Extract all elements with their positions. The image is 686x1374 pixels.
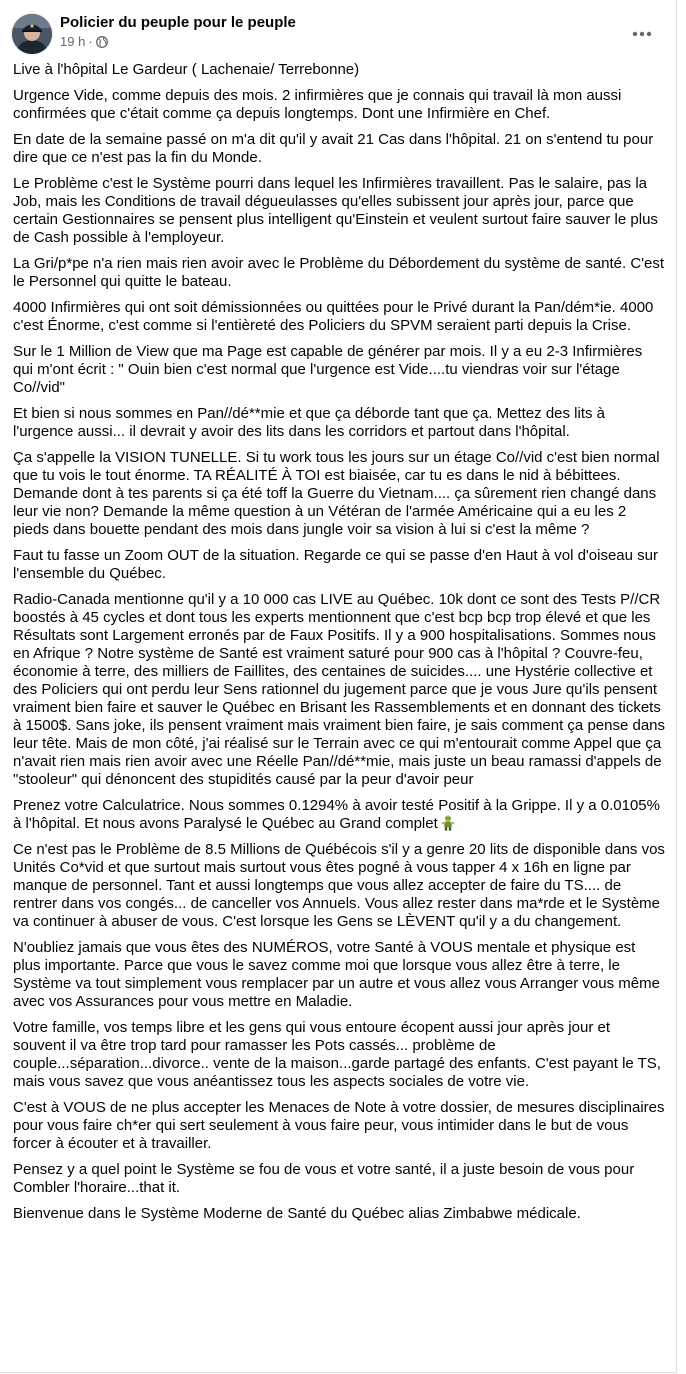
post-paragraph: Le Problème c'est le Système pourri dans lequel les Infirmières travaillent. Pas le salaire, pas la Job, mais les Conditions de travail dégueulasses qu'elles subissent jour après jour, parce que certain Gestionnaires se pensent plus intelligent qu'Einstein et veulent surtout faire sauver le plus de Cash possible à l'employeur.	[13, 175, 658, 246]
police-officer-avatar-icon	[12, 14, 52, 54]
post-paragraph: Radio-Canada mentionne qu'il y a 10 000 cas LIVE au Québec. 10k dont ce sont des Tests P//CR boostés à 45 cycles et dont tous les experts mentionnent que c'est bcp bcp trop élevé et que les Résultats sont Largement erronés par de Faux Positifs. Il y a 900 hospitalisations. Sommes nous en Afrique ? Notre système de Santé est vraiment saturé pour 900 cas à l'hôpital ? Couvre-feu, économie à terre, des milliers de Faillites, des centaines de suicides.... une Hystérie collective et des Policiers qui ont perdu leur Sens rationnel du jugement parce que je vous Jure qu'ils pensent vraiment bien faire et sauver le Québec en Brisant les Rassemblements et en donnant des tickets à 1500$. Sans joke, ils pensent vraiment mais vraiment bien faire, je sais comment ça pense dans leur tête. Mais de mon côté, j'ai réalisé sur le Terrain avec ce qui m'entourait comme Appel que ça n'avait rien mais rien avoir avec une Réelle Pan//dé**mie, mais juste un beau ramassi d'appels de "stooleur" qui dénoncent des stupidités causé par la peur d'avoir peur	[13, 591, 666, 788]
more-options-button[interactable]	[626, 18, 658, 50]
meta-separator: ·	[88, 34, 93, 49]
page-name-link[interactable]: Policier du peuple pour le peuple	[60, 14, 296, 31]
post-paragraph: Live à l'hôpital Le Gardeur ( Lachenaie/ Terrebonne)	[13, 61, 360, 78]
post-paragraph: Votre famille, vos temps libre et les gens qui vous entoure écopent aussi jour après jour et souvent il va être trop tard pour ramasser les Pots cassés... problème de couple...séparation...divorce.. vente de la maison...garde partagé des enfants. C'est payant le TS, mais vous savez que vous anéantissez tous les aspects sociales de votre vie.	[13, 1019, 661, 1090]
post-paragraph: En date de la semaine passé on m'a dit qu'il y avait 21 Cas dans l'hôpital. 21 on s'entend tu pour dire que ce n'est pas la fin du Monde.	[13, 131, 654, 166]
post-paragraph: La Gri/p*pe n'a rien mais rien avoir avec le Problème du Débordement du système de santé. C'est le Personnel qui quitte le bateau.	[13, 255, 665, 290]
globe-icon	[96, 36, 108, 48]
post-meta	[60, 34, 108, 49]
post-paragraph: N'oubliez jamais que vous êtes des NUMÉROS, votre Santé à VOUS mentale et physique est plus importante. Parce que vous le savez comme moi que lorsque vous allez être à terre, le Système va tout simplement vous remplacer par un autre et vous allez vous Arranger vous même avec vos Assurances pour vous mettre en Maladie.	[13, 939, 660, 1010]
post-paragraph: C'est à VOUS de ne plus accepter les Menaces de Note à votre dossier, de mesures disciplinaires pour vous faire ch*er qui sert seulement à vous faire peur, vous intimider dans le but de vous forcer à écouter et à travailler.	[13, 1099, 665, 1152]
post-paragraph: 4000 Infirmières qui ont soit démissionnées ou quittées pour le Privé durant la Pan/dém*ie. 4000 c'est Énorme, c'est comme si l'entièreté des Policiers du SPVM seraient parti depuis la Crise.	[13, 299, 654, 334]
post-paragraph: Pensez y a quel point le Système se fou de vous et votre santé, il a juste besoin de vous pour Combler l'horaire...that it.	[13, 1161, 635, 1196]
post-paragraph: Et bien si nous sommes en Pan//dé**mie et que ça déborde tant que ça. Mettez des lits à l'urgence aussi... il devrait y avoir des lits dans les corridors et partout dans l'hôpital.	[13, 405, 606, 440]
post-header	[12, 12, 664, 56]
more-horizontal-icon	[632, 31, 652, 37]
post-paragraph: Bienvenue dans le Système Moderne de Santé du Québec alias Zimbabwe médicale.	[13, 1205, 581, 1222]
post-paragraph: Urgence Vide, comme depuis des mois. 2 infirmières que je connais qui travail là mon aussi confirmées que c'était comme ça depuis longtemps. Dont une Infirmière en Chef.	[13, 87, 622, 122]
post-paragraph: Faut tu fasse un Zoom OUT de la situation. Regarde ce qui se passe d'en Haut à vol d'oiseau sur l'ensemble du Québec.	[13, 547, 658, 582]
post-timestamp[interactable]: 19 h	[60, 34, 86, 49]
page-avatar[interactable]	[12, 14, 52, 54]
post-paragraph: Ce n'est pas le Problème de 8.5 Millions de Québécois s'il y a genre 20 lits de disponible dans vos Unités Co*vid et que surtout mais surtout vous êtes pogné à vous tapper 4 x 16h en ligne par manque de personnel. Tant et aussi longtemps que vous allez accepter de faire du TS.... de rentrer dans vos congés... de canceller vos Annuels. Vous allez rester dans ma*rde et le Système va continuer à abuser de vous. C'est lorsque les Gens se LÈVENT qu'il y a du changement.	[13, 841, 665, 930]
post-paragraph: Sur le 1 Million de View que ma Page est capable de générer par mois. Il y a eu 2-3 Infirmières qui m'ont écrit : " Ouin bien c'est normal que l'urgence est Vide....tu viendras voir sur l'étage Co//vid"	[13, 343, 643, 396]
zombie-emoji-icon	[441, 815, 455, 831]
post-body	[13, 61, 665, 1231]
post-paragraph: Ça s'appelle la VISION TUNELLE. Si tu work tous les jours sur un étage Co//vid c'est bien normal que tu vois le tout énorme. TA RÉALITÉ À TOI est biaisée, car tu es dans le nid à bébittees. Demande dont à tes parents si ça été toff la Guerre du Vietnam.... ça sûrement rien changé dans leur vie non? Demande la même question à un Vétéran de l'armée Américaine qui a eu les 2 pieds dans bouette pendant des mois dans jungle voir sa vision à lui si c'est la même ?	[13, 449, 660, 538]
post-paragraph-calculator	[13, 797, 665, 833]
post-paragraph-text: Prenez votre Calculatrice. Nous sommes 0.1294% à avoir testé Positif à la Grippe. Il y a 0.0105% à l'hôpital. Et nous avons Paralysé le Québec au Grand complet	[13, 797, 660, 832]
